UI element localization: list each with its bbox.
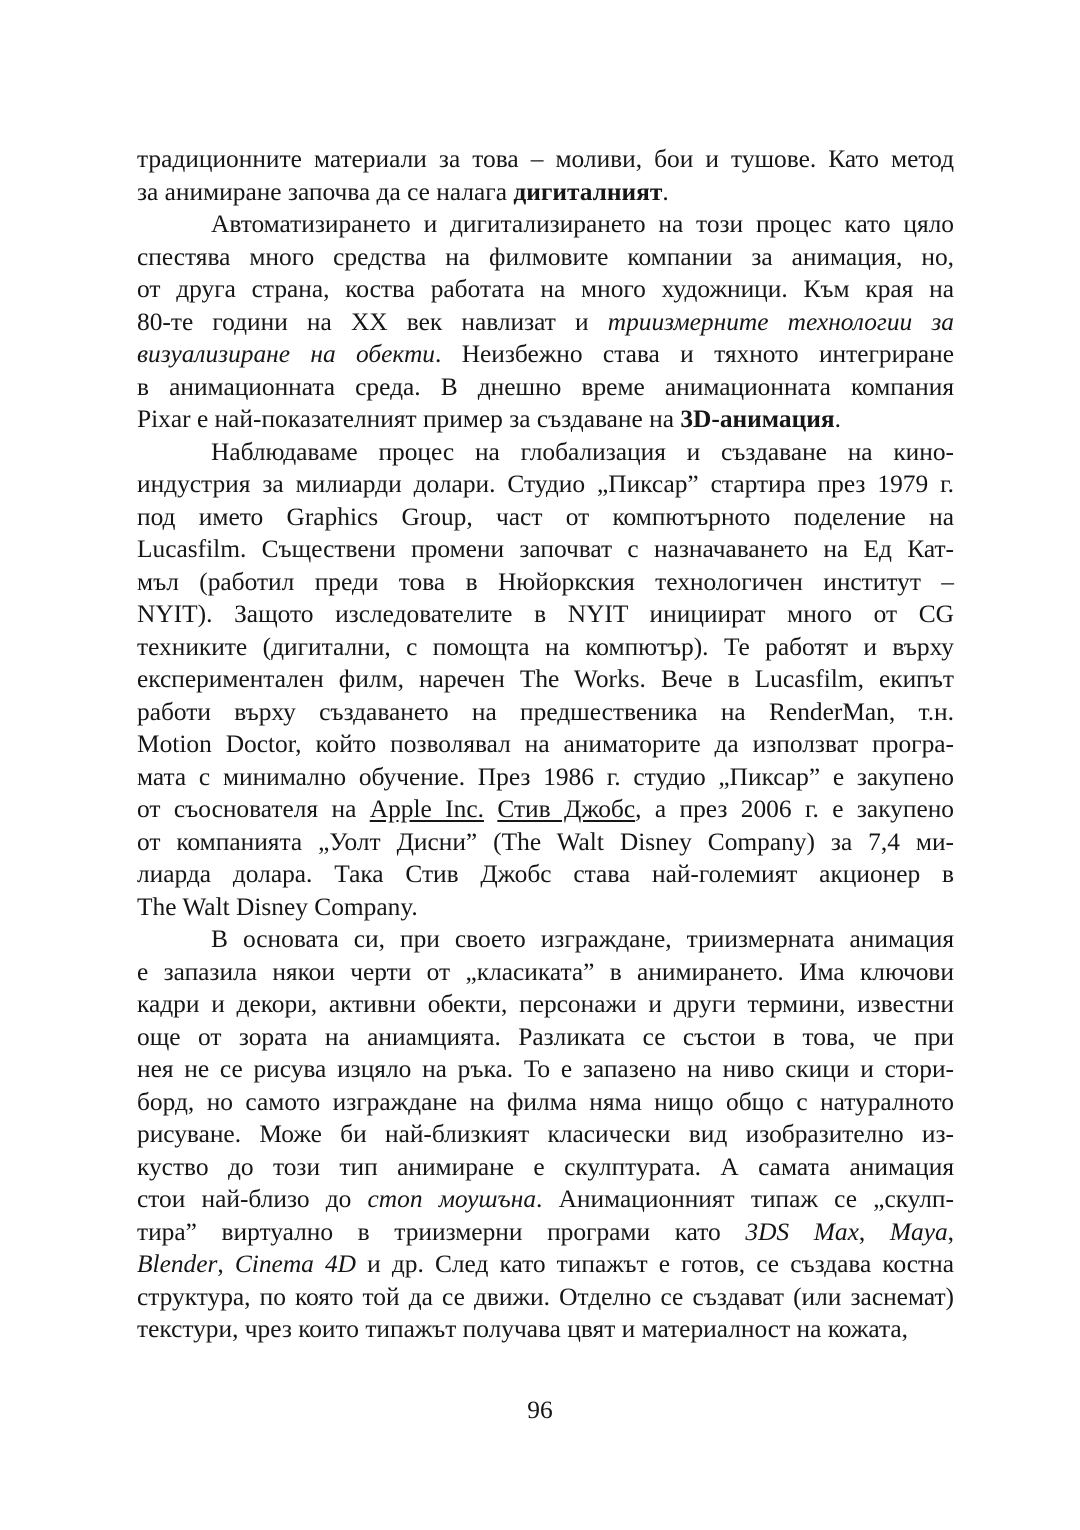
text-run: от компанията „Уолт Дисни” (The Walt Disney Company) за 7,4 ми- <box>137 827 954 856</box>
text-run: под името Graphics Group, част от компютърното поделение на <box>137 502 954 531</box>
text-run: експериментален филм, наречен The Works. Вече в Lucasfilm, екипът <box>137 665 954 693</box>
text-line <box>137 208 954 241</box>
text-run: куство до този тип анимиране е скулптурата. А самата анимация <box>137 1152 954 1181</box>
text-line <box>137 988 954 1021</box>
italic-term: триизмерните технологии за <box>607 307 954 336</box>
text-line <box>137 1021 954 1054</box>
text-run: Автоматизирането и дигитализирането на този процес като цяло <box>211 210 954 238</box>
text-line <box>137 241 954 274</box>
text-run: Lucasfilm. Съществени промени започват с назначаването на Ед Кат- <box>137 535 954 563</box>
text-run: . <box>662 177 669 206</box>
text-run: мата с минимално обучение. През 1986 г. студио „Пиксар” е закупено <box>137 762 954 791</box>
text-run: . <box>834 405 841 433</box>
text-line <box>137 826 954 859</box>
text-line <box>137 306 954 339</box>
text-run: борд, но самото изграждане на филма няма нищо общо с натуралното <box>137 1087 954 1116</box>
text-line <box>137 923 954 956</box>
text-run: В основата си, при своето изграждане, триизмерната анимация <box>211 925 954 953</box>
text-line <box>137 793 954 826</box>
link-stiv-dzhobs[interactable]: Стив Джобс <box>497 795 636 823</box>
text-run: техниките (дигитални, с помощта на компютър). Те работят и върху <box>137 632 954 661</box>
text-run: спестява много средства на филмовите компании за анимация, но, <box>137 242 954 271</box>
text-line <box>137 1053 954 1086</box>
text-run: Наблюдаваме процес на глобализация и създаване на кино- <box>211 437 954 466</box>
text-line <box>137 1183 954 1216</box>
text-line <box>137 273 954 306</box>
paragraph-4 <box>137 923 954 1346</box>
text-line <box>137 858 954 891</box>
text-run: стои най-близо до <box>137 1185 368 1213</box>
text-run: работи върху създаването на предшественика на RenderMan, т.н. <box>137 697 954 726</box>
text-run: , <box>217 1250 235 1278</box>
text-run: нея не се рисува изцяло на ръка. То е запазено на ниво скици и стори- <box>137 1055 954 1083</box>
paragraph-3 <box>137 436 954 924</box>
text-line <box>137 728 954 761</box>
text-run: Pixar е най-показателният пример за създаване на <box>137 405 681 433</box>
text-run: е запазила някои черти от „класиката” в анимирането. Има ключови <box>137 957 954 986</box>
text-run: рисуване. Може би най-близкият класически вид изобразително из- <box>137 1120 954 1148</box>
text-run: кадри и декори, активни обекти, персонажи и други термини, известни <box>137 990 954 1018</box>
paragraph-2 <box>137 208 954 436</box>
italic-term: стоп моушъна <box>367 1185 537 1213</box>
text-run: в анимационната среда. В днешно време анимационната компания <box>137 372 954 401</box>
text-run: 80-те години на XX век навлизат и <box>137 307 608 336</box>
link-apple-inc[interactable]: Apple Inc. <box>369 795 484 823</box>
text-line <box>137 891 954 924</box>
text-line <box>137 566 954 599</box>
text-line <box>137 176 954 209</box>
text-line <box>137 1281 954 1314</box>
text-run: за анимиране започва да се налага <box>137 177 514 206</box>
text-run: още от зората на аниамцията. Разликата се състои в това, че при <box>137 1022 954 1051</box>
text-run: от друга страна, коства работата на много художници. Към края на <box>137 275 954 303</box>
text-line <box>137 403 954 436</box>
italic-term: Maya <box>889 1217 948 1246</box>
paragraph-1 <box>137 143 954 208</box>
italic-term: Cinema 4D <box>234 1250 357 1278</box>
text-run: NYIT). Защото изследователите в NYIT инициират много от CG <box>137 600 954 628</box>
italic-term: Blender <box>137 1250 218 1278</box>
text-run: мъл (работил преди това в Нюйоркския технологичен институт – <box>137 567 954 596</box>
text-line <box>137 468 954 501</box>
italic-term: 3DS Max <box>745 1217 859 1246</box>
text-line <box>137 338 954 371</box>
text-run: , <box>858 1217 890 1246</box>
text-run: и др. След като типажът е готов, се създава костна <box>356 1250 955 1278</box>
text-line <box>137 1118 954 1151</box>
text-line <box>137 956 954 989</box>
text-run: , <box>947 1217 955 1246</box>
text-line <box>137 501 954 534</box>
text-line <box>137 1248 954 1281</box>
page-number: 96 <box>527 1396 553 1424</box>
text-run: индустрия за милиарди долари. Студио „Пиксар” стартира през 1979 г. <box>137 470 954 498</box>
text-run: , а през 2006 г. е закупено <box>635 795 955 823</box>
text-line <box>137 1086 954 1119</box>
text-run: лиарда долара. Така Стив Джобс става най-големият акционер в <box>137 860 954 888</box>
text-line <box>137 371 954 404</box>
page-body <box>137 143 954 1346</box>
text-line <box>137 598 954 631</box>
bold-term: 3D-анимация <box>680 405 835 433</box>
text-run: тира” виртуално в триизмерни програми като <box>137 1217 746 1246</box>
text-run: от съоснователя на <box>137 795 370 823</box>
text-line <box>137 761 954 794</box>
text-run: традиционните материали за това – моливи, бои и тушове. Като метод <box>137 145 954 173</box>
text-line <box>137 1313 954 1346</box>
text-run: Motion Doctor, който позволявал на аниматорите да използват програ- <box>137 730 954 758</box>
text-line <box>137 1216 954 1249</box>
text-line <box>137 436 954 469</box>
text-run: текстури, чрез които типажът получава цвят и материалност на кожата, <box>137 1315 909 1343</box>
text-run: . Анимационният типаж се „скулп- <box>536 1185 954 1213</box>
text-line <box>137 533 954 566</box>
text-line <box>137 631 954 664</box>
text-line <box>137 663 954 696</box>
text-run: структура, по която той да се движи. Отделно се създават (или заснемат) <box>137 1282 954 1311</box>
bold-term: дигиталният <box>513 177 663 206</box>
text-run <box>484 795 497 823</box>
text-line <box>137 696 954 729</box>
text-run: . Неизбежно става и тяхното интегриране <box>435 340 955 368</box>
text-run: The Walt Disney Company. <box>137 892 418 921</box>
italic-term: визуализиране на обекти <box>137 340 435 368</box>
text-line <box>137 1151 954 1184</box>
text-line <box>137 143 954 176</box>
